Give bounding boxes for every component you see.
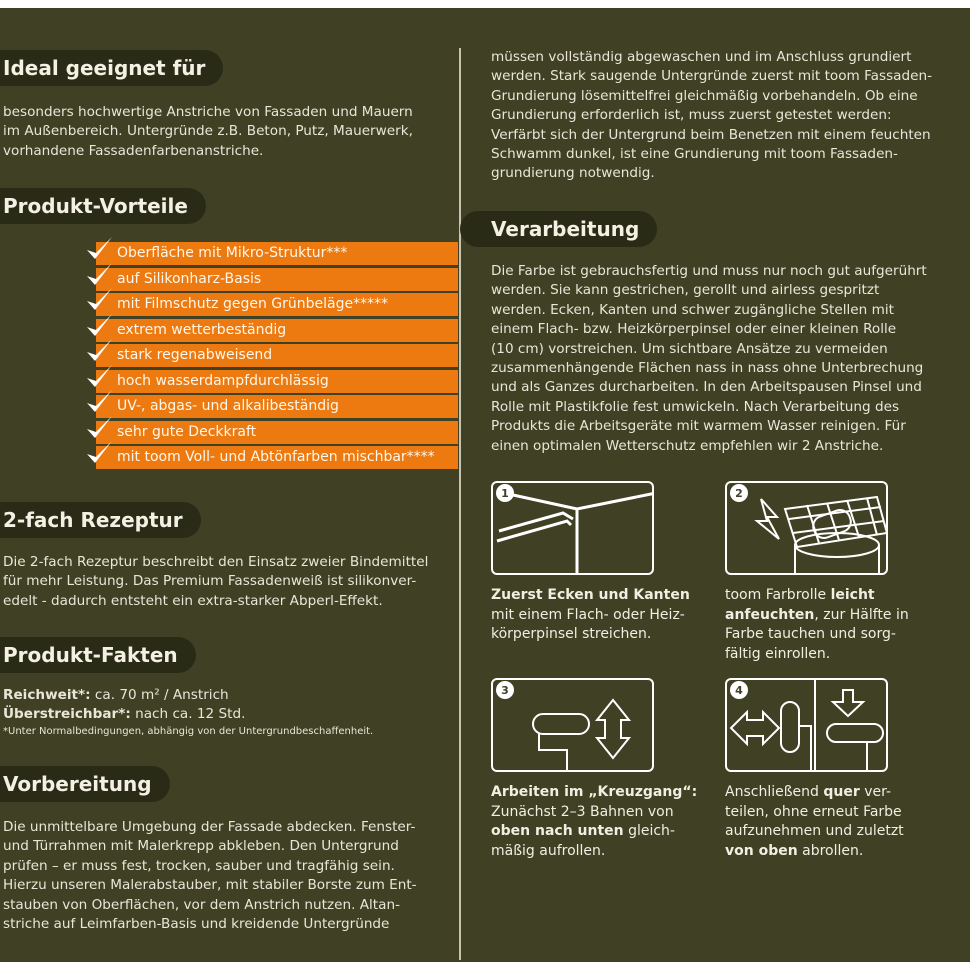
caption-text: fältig einrollen.: [725, 645, 831, 662]
vorteil-item: [96, 291, 458, 317]
column-divider: [459, 48, 461, 960]
vorteil-bar: [96, 344, 458, 368]
caption-bold-text: leicht: [830, 587, 875, 603]
vorbereitung-continued-text: [491, 48, 932, 184]
caption-bold-text: anfeuchten: [725, 606, 815, 623]
caption-line: [491, 606, 690, 626]
text-line: prüfen – er muss fest, trocken, sauber und tragfähig sein.: [3, 857, 395, 874]
reichweit-label: Reichweit*:: [3, 687, 91, 703]
vorteil-label: extrem wetterbeständig: [117, 321, 287, 338]
caption-line: [725, 606, 909, 626]
fakten-text: [3, 686, 373, 739]
caption-bold-text: oben nach unten: [491, 823, 624, 840]
vorteil-label: mit toom Voll- und Abtönfarben mischbar****: [117, 449, 435, 465]
caption-line: [491, 842, 697, 862]
caption-bold-text: von oben: [725, 842, 798, 859]
text-line: müssen vollständig abgewaschen und im Anschluss grundiert: [491, 49, 912, 65]
vorteil-item: [96, 419, 458, 445]
caption-line: [491, 783, 697, 803]
ueberstreich-value: nach ca. 12 Std.: [130, 706, 246, 723]
caption-bold-text: quer: [823, 784, 860, 800]
caption-text: Farbe tauchen und sorg-: [725, 626, 896, 643]
text-line: werden. Stark saugende Untergründe zuerst mit toom Fassaden-: [491, 68, 933, 85]
caption-text: mäßig aufrollen.: [491, 842, 606, 859]
roller-horizontal-arrow-icon: [727, 680, 888, 772]
vorteil-bar: [96, 293, 458, 317]
roller-grid-icon: [727, 483, 888, 575]
vorteil-label: auf Silikonharz-Basis: [117, 270, 262, 287]
text-line: besonders hochwertige Anstriche von Fassaden und Mauern: [3, 104, 413, 120]
step-4-illustration: [725, 678, 888, 772]
text-line: Rolle mit Plastikfolie fest umwickeln. Nach Verarbeitung des: [491, 398, 900, 415]
text-line: stauben von Oberflächen, vor dem Anstrich nutzen. Altan-: [3, 896, 400, 913]
caption-bold-text: Zuerst Ecken und Kanten: [491, 587, 690, 603]
heading-fakten: Produkt-Fakten: [0, 637, 196, 673]
vorteile-list: [96, 240, 458, 470]
text-line: Die Farbe ist gebrauchsfertig und muss nur noch gut aufgerührt: [491, 263, 927, 279]
vorteil-bar: [96, 395, 458, 419]
caption-text: , zur Hälfte in: [814, 606, 909, 623]
caption-text: Zunächst 2–3 Bahnen von: [491, 803, 674, 820]
step-1-illustration: [491, 481, 654, 575]
text-line: und als Ganzes durcharbeiten. In den Arbeitspausen Pinsel und: [491, 379, 922, 396]
text-line: Die 2-fach Rezeptur beschreibt den Einsatz zweier Bindemittel: [3, 554, 429, 570]
caption-line: [725, 625, 909, 645]
reichweit-row: [3, 686, 373, 705]
caption-line: [491, 625, 690, 645]
caption-text: abrollen.: [797, 842, 864, 859]
text-line: edelt - dadurch entsteht ein extra-starker Abperl-Effekt.: [3, 592, 383, 609]
text-line: werden. Sie kann gestrichen, gerollt und airless gespritzt: [491, 282, 880, 299]
text-line: Grundierung lösemittelfrei gleichmäßig vorbehandeln. Ob eine: [491, 87, 918, 104]
vorteil-item: [96, 317, 458, 343]
vorteil-label: mit Filmschutz gegen Grünbeläge*****: [117, 296, 389, 312]
caption-text: teilen, ohne erneut Farbe: [725, 803, 902, 820]
caption-line: [725, 586, 909, 606]
step-1-caption: [491, 586, 690, 645]
text-line: und Türrahmen mit Malerkrepp abkleben. Den Untergrund: [3, 838, 399, 855]
reichweit-value: ca. 70 m² / Anstrich: [90, 687, 229, 703]
vorteil-bar: [96, 421, 458, 445]
vorteil-item: [96, 266, 458, 292]
heading-rezeptur: 2-fach Rezeptur: [0, 502, 201, 538]
vorteil-label: hoch wasserdampfdurchlässig: [117, 372, 329, 389]
verarbeitung-text: [491, 262, 927, 456]
vorteil-bar: [96, 319, 458, 343]
text-line: Verfärbt sich der Untergrund beim Benetzen mit einem feuchten: [491, 126, 931, 143]
heading-verarbeitung: Verarbeitung: [460, 211, 657, 247]
text-line: zusammenhängende Flächen nass in nass ohne Unterbrechung: [491, 360, 924, 377]
caption-line: [725, 822, 904, 842]
caption-line: [725, 803, 904, 823]
text-line: (10 cm) vorstreichen. Um sichtbare Ansätze zu vermeiden: [491, 340, 888, 357]
text-line: Grundierung erforderlich ist, muss zuerst getestet werden:: [491, 107, 892, 124]
step-3-illustration: [491, 678, 654, 772]
vorteil-bar: [96, 268, 458, 292]
checkmark-icon: [84, 438, 114, 468]
text-line: einem Flach- bzw. Heizkörperpinsel oder einer kleinen Rolle: [491, 321, 897, 338]
caption-bold-text: Arbeiten im „Kreuzgang“:: [491, 784, 698, 800]
vorteil-label: stark regenabweisend: [117, 347, 273, 363]
caption-text: toom Farbrolle: [725, 587, 831, 603]
step-number: 1: [501, 487, 509, 500]
vorteil-item: [96, 342, 458, 368]
ueberstreich-row: [3, 705, 373, 724]
caption-line: [491, 586, 690, 606]
heading-vorbereitung: Vorbereitung: [0, 766, 170, 802]
step-4-caption: [725, 783, 904, 861]
text-line: im Außenbereich. Untergründe z.B. Beton, Putz, Mauerwerk,: [3, 123, 413, 140]
roller-vertical-arrow-icon: [493, 680, 654, 772]
caption-text: ver-: [859, 784, 892, 800]
caption-line: [725, 783, 904, 803]
caption-text: aufzunehmen und zuletzt: [725, 823, 904, 840]
ueberstreich-label: Überstreichbar*:: [3, 706, 131, 723]
caption-text: mit einem Flach- oder Heiz-: [491, 606, 685, 623]
step-number: 4: [735, 684, 743, 697]
text-line: einen optimalen Wetterschutz empfehlen wir 2 Anstriche.: [491, 437, 884, 454]
step-2-illustration: [725, 481, 888, 575]
caption-line: [725, 645, 909, 665]
heading-ideal: Ideal geeignet für: [0, 50, 223, 86]
text-line: Schwamm dunkel, ist eine Grundierung mit toom Fassaden-: [491, 146, 898, 163]
text-line: Produkts die Arbeitsgeräte mit warmem Wasser reinigen. Für: [491, 418, 906, 435]
vorteil-bar: [96, 242, 458, 266]
step-2-caption: [725, 586, 909, 664]
text-line: grundierung notwendig.: [491, 165, 655, 182]
vorteil-item: [96, 393, 458, 419]
text-line: Hierzu unseren Malerabstauber, mit stabiler Borste zum Ent-: [3, 877, 417, 894]
corner-brush-icon: [493, 483, 654, 575]
caption-line: [491, 803, 697, 823]
text-line: vorhandene Fassadenfarbenanstriche.: [3, 142, 264, 159]
vorteil-label: sehr gute Deckkraft: [117, 423, 257, 440]
vorbereitung-text: [3, 818, 417, 934]
text-line: Die unmittelbare Umgebung der Fassade abdecken. Fenster-: [3, 819, 416, 835]
text-line: für mehr Leistung. Das Premium Fassadenweiß ist silikonver-: [3, 573, 417, 590]
fakten-footnote: *Unter Normalbedingungen, abhängig von der Untergrundbeschaffenheit.: [3, 725, 374, 737]
step-number: 2: [735, 487, 743, 500]
text-line: striche auf Leimfarben-Basis und kreidende Untergründe: [3, 916, 390, 933]
heading-vorteile: Produkt-Vorteile: [0, 188, 206, 224]
caption-line: [725, 842, 904, 862]
caption-text: Anschließend: [725, 784, 824, 800]
vorteil-item: [96, 240, 458, 266]
rezeptur-text: [3, 553, 428, 611]
step-3-caption: [491, 783, 697, 861]
ideal-text: [3, 103, 413, 161]
caption-text: gleich-: [623, 823, 675, 840]
step-number: 3: [501, 684, 509, 697]
vorteil-item: [96, 368, 458, 394]
vorteil-bar: [96, 370, 458, 394]
vorteil-label: Oberfläche mit Mikro-Struktur***: [117, 245, 348, 261]
text-line: werden. Ecken, Kanten und schwer zugängliche Stellen mit: [491, 301, 894, 318]
caption-text: körperpinsel streichen.: [491, 626, 652, 643]
vorteil-item: [96, 444, 458, 470]
caption-line: [491, 822, 697, 842]
vorteil-bar: [96, 446, 458, 470]
vorteil-label: UV-, abgas- und alkalibeständig: [117, 398, 339, 414]
product-info-panel: [0, 8, 970, 962]
